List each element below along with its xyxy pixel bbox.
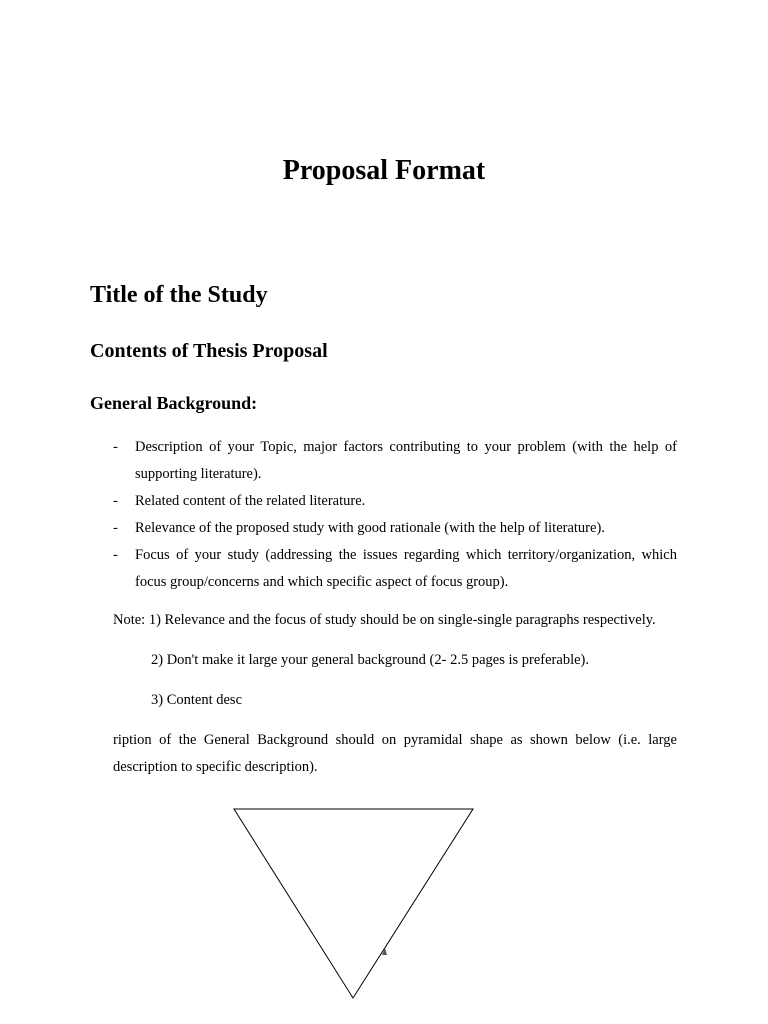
bullet-text: Related content of the related literature. xyxy=(135,493,366,509)
bullet-text: Focus of your study (addressing the issues regarding which territory/organization, which focus group/concerns and which specific aspect of focus group). xyxy=(135,547,677,590)
note-1: Note: 1) Relevance and the focus of study should be on single-single paragraphs respectively. xyxy=(113,612,656,628)
pyramid-description-paragraph: ription of the General Background should on pyramidal shape as shown below (i.e. large description to specific description). xyxy=(113,732,677,775)
bullet-text: Relevance of the proposed study with good rationale (with the help of literature). xyxy=(135,520,605,536)
bullet-dash: - xyxy=(113,547,118,563)
bullet-text: Description of your Topic, major factors contributing to your problem (with the help of supporting literature). xyxy=(135,439,677,482)
bullet-dash: - xyxy=(113,439,118,455)
bullet-dash: - xyxy=(113,520,118,536)
bullet-dash: - xyxy=(113,493,118,509)
inverted-triangle-shape xyxy=(234,809,473,998)
heading-general-background: General Background: xyxy=(90,393,258,413)
background-bullet-list xyxy=(113,434,677,596)
heading-contents: Contents of Thesis Proposal xyxy=(90,340,328,362)
list-item xyxy=(113,542,677,596)
list-item xyxy=(113,488,677,515)
inverted-pyramid-diagram xyxy=(230,805,480,1005)
heading-title-of-study: Title of the Study xyxy=(90,282,268,308)
note-3: 3) Content desc xyxy=(151,692,243,708)
list-item xyxy=(113,434,677,488)
list-item xyxy=(113,515,677,542)
document-title: Proposal Format xyxy=(282,155,486,186)
note-2: 2) Don't make it large your general background (2- 2.5 pages is preferable). xyxy=(151,652,589,668)
